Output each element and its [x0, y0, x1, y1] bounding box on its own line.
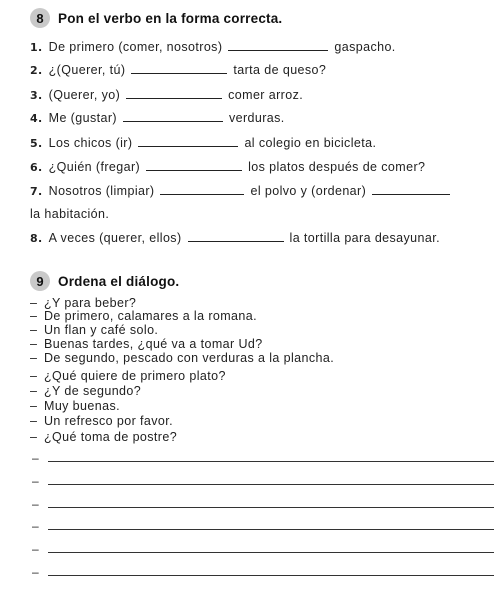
item-prompt: De primero (comer, nosotros) — [48, 40, 223, 54]
item-prompt: ¿Quién (fregar) — [48, 160, 141, 174]
item-continuation: gaspacho. — [334, 40, 396, 54]
answer-blank[interactable] — [372, 184, 450, 195]
answer-blank[interactable] — [131, 63, 227, 74]
dialogue-line: – Muy buenas. — [30, 399, 120, 413]
exercise-8-header — [30, 8, 282, 28]
exercise-item: 7. Nosotros (limpiar) el polvo y (ordenar) — [30, 184, 456, 198]
exercise-number-badge: 9 — [30, 271, 50, 291]
answer-blank[interactable] — [126, 88, 222, 99]
answer-line[interactable]: – — [30, 523, 494, 535]
dialogue-line: – Un flan y café solo. — [30, 323, 159, 337]
item-continuation: al colegio en bicicleta. — [244, 136, 377, 150]
item-continuation: tarta de queso? — [233, 63, 327, 77]
answer-line[interactable]: – — [30, 569, 494, 581]
item-prompt: (Querer, yo) — [48, 88, 121, 102]
answer-blank[interactable] — [228, 40, 328, 51]
item-prompt: Nosotros (limpiar) — [48, 184, 155, 198]
dialogue-line: – De segundo, pescado con verduras a la plancha. — [30, 351, 335, 365]
exercise-9-header — [30, 271, 179, 291]
exercise-number-badge: 8 — [30, 8, 50, 28]
dialogue-line: – ¿Y para beber? — [30, 296, 137, 310]
dialogue-line: – ¿Y de segundo? — [30, 384, 142, 398]
item-continuation: verduras. — [228, 111, 285, 125]
item-wrapped-text: la habitación. — [30, 207, 110, 221]
answer-line[interactable]: – — [30, 546, 494, 558]
answer-blank[interactable] — [188, 231, 284, 242]
answer-blank[interactable] — [146, 160, 242, 171]
exercise-item: 8. A veces (querer, ellos) la tortilla para desayunar. — [30, 231, 440, 245]
answer-blank[interactable] — [123, 111, 223, 122]
exercise-item: 1. De primero (comer, nosotros) gaspacho. — [30, 40, 396, 54]
answer-line[interactable]: – — [30, 501, 494, 513]
dialogue-line: – Un refresco por favor. — [30, 414, 173, 428]
exercise-item: 3. (Querer, yo) comer arroz. — [30, 88, 304, 102]
exercise-item: 4. Me (gustar) verduras. — [30, 111, 285, 125]
item-prompt: Me (gustar) — [48, 111, 117, 125]
item-prompt: Los chicos (ir) — [48, 136, 133, 150]
item-continuation: la tortilla para desayunar. — [289, 231, 440, 245]
item-continuation: los platos después de comer? — [248, 160, 426, 174]
dialogue-line: – Buenas tardes, ¿qué va a tomar Ud? — [30, 337, 263, 351]
exercise-title: Ordena el diálogo. — [58, 273, 180, 289]
item-continuation: comer arroz. — [228, 88, 304, 102]
answer-blank[interactable] — [138, 136, 238, 147]
item-prompt: ¿(Querer, tú) — [48, 63, 126, 77]
item-continuation: el polvo y (ordenar) — [250, 184, 367, 198]
answer-line[interactable]: – — [30, 455, 494, 467]
dialogue-line: – ¿Qué toma de postre? — [30, 430, 178, 444]
answer-line[interactable]: – — [30, 478, 494, 490]
exercise-item: 5. Los chicos (ir) al colegio en bicicleta. — [30, 136, 377, 150]
answer-blank[interactable] — [160, 184, 244, 195]
dialogue-line: – De primero, calamares a la romana. — [30, 309, 257, 323]
exercise-title: Pon el verbo en la forma correcta. — [58, 10, 283, 26]
item-prompt: A veces (querer, ellos) — [48, 231, 182, 245]
dialogue-line: – ¿Qué quiere de primero plato? — [30, 369, 226, 383]
exercise-item: 2. ¿(Querer, tú) tarta de queso? — [30, 63, 327, 77]
exercise-item: 6. ¿Quién (fregar) los platos después de comer? — [30, 160, 426, 174]
